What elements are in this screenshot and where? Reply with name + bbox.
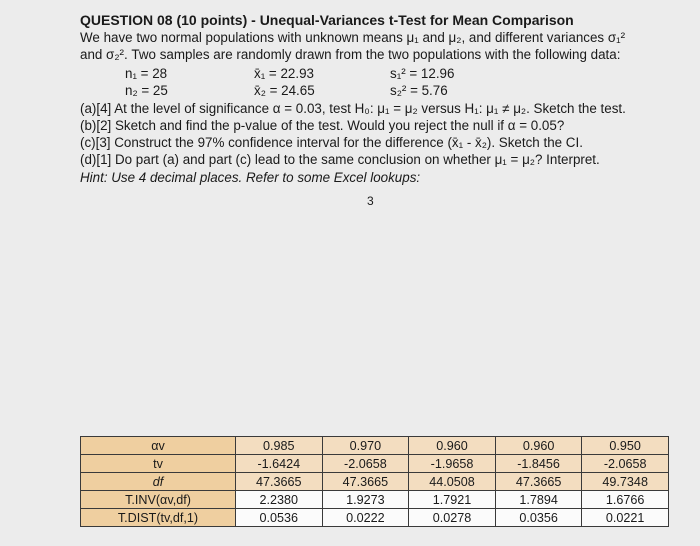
row-label: tv [81, 455, 236, 473]
row-label: αv [81, 437, 236, 455]
table-cell: 0.0278 [409, 509, 496, 527]
intro-line-2: and σ₂². Two samples are randomly drawn from the two populations with the following data: [80, 47, 621, 62]
table-cell: 0.960 [495, 437, 582, 455]
table-cell: 0.0221 [582, 509, 669, 527]
excel-lookup-table [80, 436, 669, 527]
table-cell: -2.0658 [322, 455, 409, 473]
given-n2: n₂ = 25 [125, 83, 168, 98]
table-row [81, 509, 669, 527]
given-xbar2: x̄₂ = 24.65 [254, 83, 315, 98]
table-cell: 0.0536 [236, 509, 323, 527]
part-d: (d)[1] Do part (a) and part (c) lead to the same conclusion on whether μ₁ = μ₂? Interpret. [80, 152, 600, 167]
table-cell: 2.2380 [236, 491, 323, 509]
table-cell: 0.960 [409, 437, 496, 455]
table-cell: 44.0508 [409, 473, 496, 491]
part-c: (c)[3] Construct the 97% confidence interval for the difference (x̄₁ - x̄₂). Sketch the CI. [80, 135, 583, 150]
table-cell: -2.0658 [582, 455, 669, 473]
question-title: QUESTION 08 (10 points) - Unequal-Variances t-Test for Mean Comparison [80, 12, 574, 28]
table-row [81, 473, 669, 491]
table-row [81, 491, 669, 509]
page-number: 3 [367, 194, 374, 208]
table-cell: 1.9273 [322, 491, 409, 509]
given-xbar1: x̄₁ = 22.93 [254, 66, 314, 81]
part-b: (b)[2] Sketch and find the p-value of the test. Would you reject the null if α = 0.05? [80, 118, 565, 133]
given-s2-squared: s₂² = 5.76 [390, 83, 448, 98]
part-a: (a)[4] At the level of significance α = 0.03, test H₀: μ₁ = μ₂ versus H₁: μ₁ ≠ μ₂. Sketch the test. [80, 101, 626, 116]
given-n1: n₁ = 28 [125, 66, 168, 81]
row-label: T.DIST(tv,df,1) [81, 509, 236, 527]
table-cell: 0.950 [582, 437, 669, 455]
table-cell: 1.6766 [582, 491, 669, 509]
table-cell: 47.3665 [495, 473, 582, 491]
table-cell: 47.3665 [322, 473, 409, 491]
intro-line-1: We have two normal populations with unknown means μ₁ and μ₂, and different variances σ₁² [80, 30, 626, 45]
row-label: T.INV(αv,df) [81, 491, 236, 509]
table-cell: 47.3665 [236, 473, 323, 491]
hint-text: Hint: Use 4 decimal places. Refer to some Excel lookups: [80, 170, 421, 185]
table-cell: 0.970 [322, 437, 409, 455]
table-cell: 0.0356 [495, 509, 582, 527]
table-cell: -1.9658 [409, 455, 496, 473]
row-label: df [81, 473, 236, 491]
table-cell: 0.0222 [322, 509, 409, 527]
table-row [81, 455, 669, 473]
given-s1-squared: s₁² = 12.96 [390, 66, 455, 81]
table-cell: -1.8456 [495, 455, 582, 473]
table-cell: -1.6424 [236, 455, 323, 473]
table-cell: 49.7348 [582, 473, 669, 491]
table-cell: 0.985 [236, 437, 323, 455]
table-cell: 1.7921 [409, 491, 496, 509]
table-cell: 1.7894 [495, 491, 582, 509]
table-row [81, 437, 669, 455]
